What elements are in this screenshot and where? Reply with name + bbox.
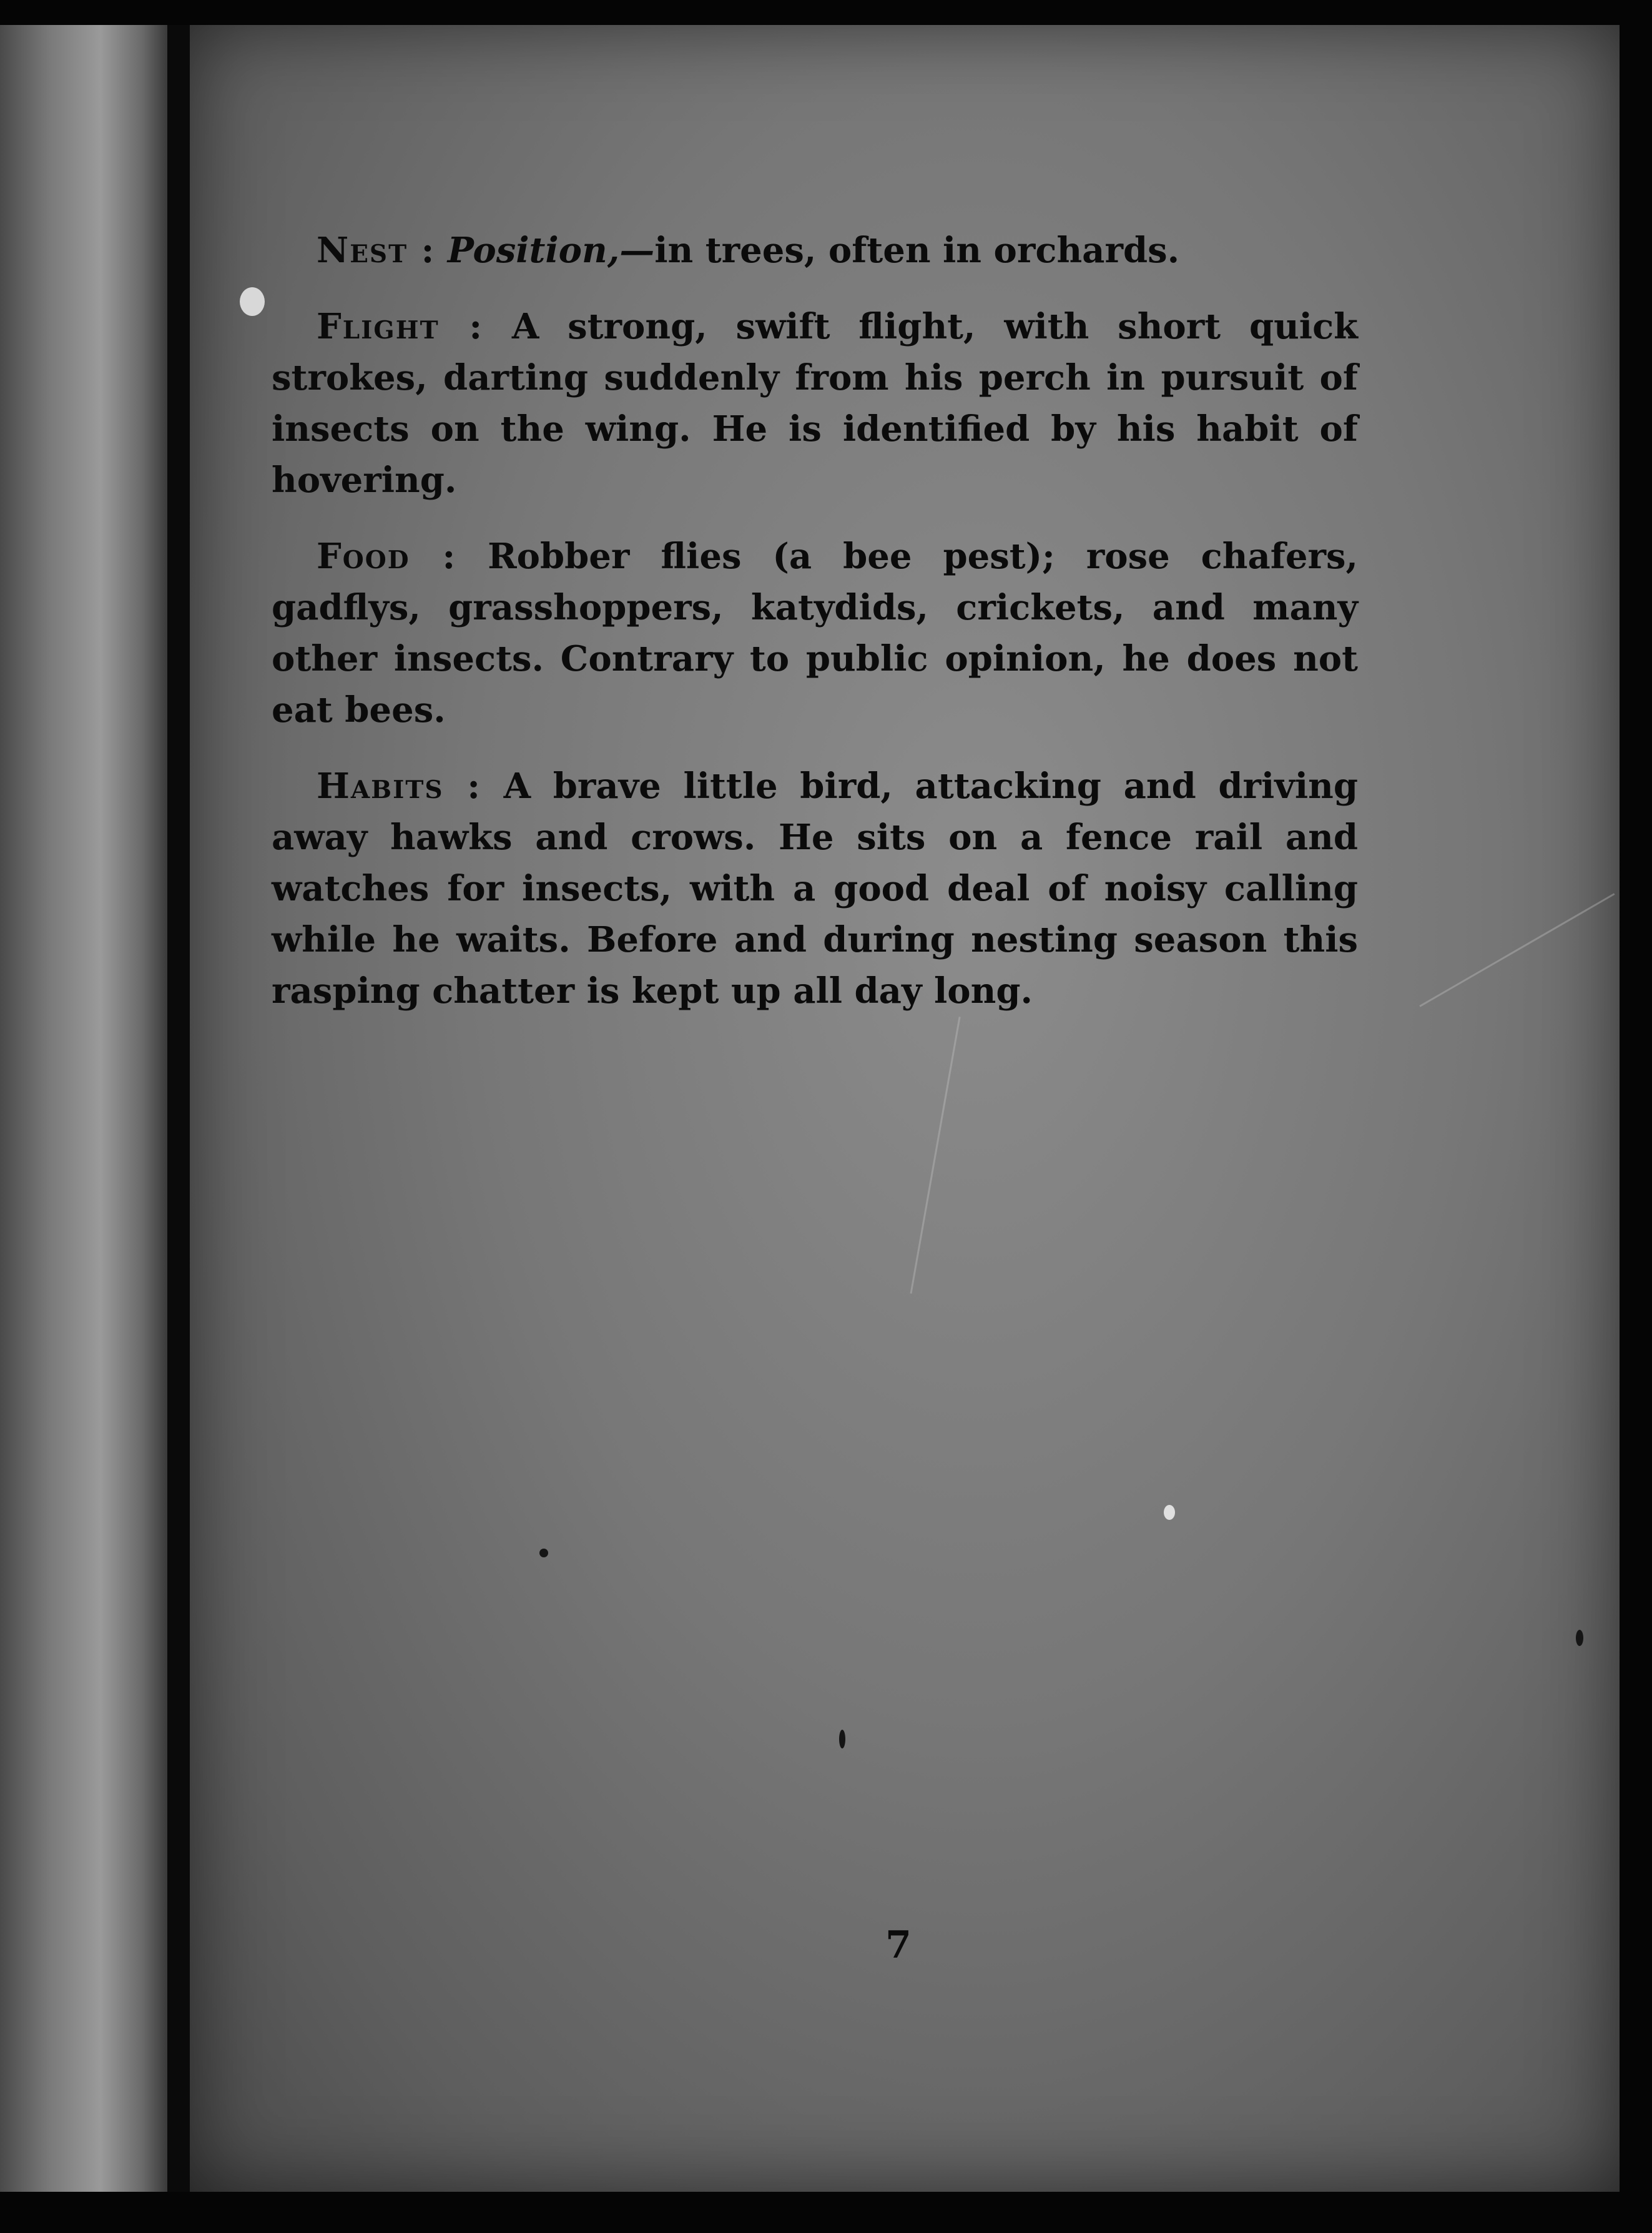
paragraph-heading: Nest : xyxy=(317,230,436,271)
paper-speck xyxy=(1164,1505,1175,1520)
paragraph-heading: Habits : xyxy=(317,766,481,807)
paragraph-heading: Food : xyxy=(317,536,457,577)
paper-scratch xyxy=(1419,893,1615,1007)
paper-speck xyxy=(240,287,265,316)
paragraph-habits xyxy=(272,761,1358,1017)
paper-speck xyxy=(539,1549,548,1557)
paragraph-nest xyxy=(272,225,1358,276)
paragraph-body: in trees, often in orchards. xyxy=(654,230,1180,271)
paragraph-body: A brave little bird, attacking and driving away hawks and crows. He sits on a fence rail and watches for insects, with a good deal of noisy calling while he waits. Before and during nesting season this rasping chatter is kept up all day long. xyxy=(272,766,1359,1012)
paragraph-body: A strong, swift flight, with short quick strokes, darting suddenly from his perch in pursuit of insects on the wing. He is identified by his habit of hovering. xyxy=(272,306,1358,501)
paragraph-body: Robber flies (a bee pest); rose chafers, gadflys, grasshoppers, katydids, crickets, and many other insects. Contrary to public opinion, he does not eat bees. xyxy=(272,536,1358,731)
paper-speck xyxy=(1576,1630,1583,1646)
paragraph-food xyxy=(272,531,1358,736)
facing-page-edge xyxy=(0,25,167,2192)
paragraph-heading: Flight : xyxy=(317,306,484,347)
book-gutter xyxy=(167,25,190,2192)
book-page xyxy=(190,25,1620,2192)
paragraph-flight xyxy=(272,301,1358,506)
paper-scratch xyxy=(910,1017,961,1294)
article-text xyxy=(272,225,1358,1042)
paper-speck xyxy=(839,1730,845,1748)
paragraph-lead: Position,— xyxy=(447,230,655,271)
page-number: 7 xyxy=(885,1923,912,1967)
